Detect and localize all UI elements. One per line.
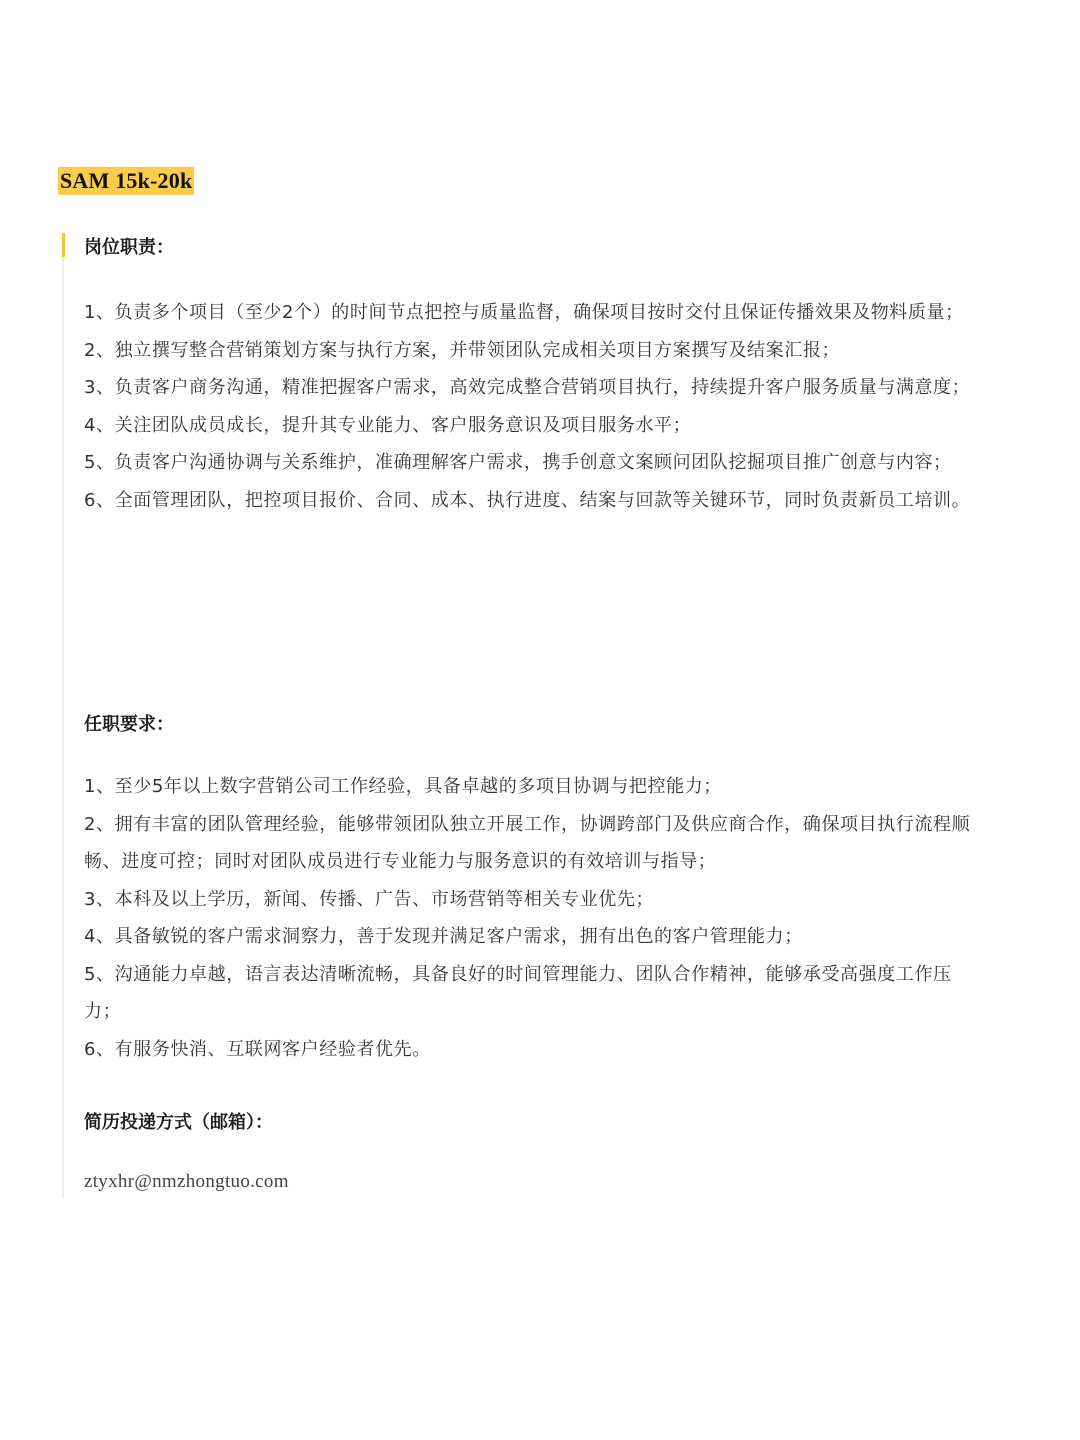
list-item: 5、负责客户沟通协调与关系维护，准确理解客户需求，携手创意文案顾问团队挖掘项目推广创意与内容； xyxy=(84,452,952,473)
list-item: 1、至少5年以上数字营销公司工作经验，具备卓越的多项目协调与把控能力； xyxy=(84,776,722,797)
list-item: 1、负责多个项目（至少2个）的时间节点把控与质量监督，确保项目按时交付且保证传播效果及物料质量； xyxy=(84,302,964,323)
requirements-list xyxy=(84,768,974,1068)
section-accent-bar xyxy=(62,233,65,257)
list-item: 6、有服务快消、互联网客户经验者优先。 xyxy=(84,1038,431,1060)
list-item: 3、负责客户商务沟通，精准把握客户需求，高效完成整合营销项目执行，持续提升客户服务质量与满意度； xyxy=(84,377,971,398)
contact-heading: 简历投递方式（邮箱）： xyxy=(84,1112,273,1133)
responsibilities-list xyxy=(84,294,974,519)
list-item: 4、关注团队成员成长，提升其专业能力、客户服务意识及项目服务水平； xyxy=(84,414,692,436)
list-item: 6、全面管理团队，把控项目报价、合同、成本、执行进度、结案与回款等关键环节，同时负责新员工培训。 xyxy=(84,489,971,511)
list-item: 3、本科及以上学历，新闻、传播、广告、市场营销等相关专业优先； xyxy=(84,888,655,910)
job-description xyxy=(62,233,994,1198)
contact-email[interactable]: ztyxhr@nmzhongtuo.com xyxy=(84,1171,289,1192)
responsibilities-heading: 岗位职责： xyxy=(84,237,174,258)
requirements-heading: 任职要求： xyxy=(84,714,174,735)
job-title: SAM 15k-20k xyxy=(60,168,193,193)
list-item: 2、拥有丰富的团队管理经验，能够带领团队独立开展工作，协调跨部门及供应商合作，确保项目执行流程顺畅、进度可控；同时对团队成员进行专业能力与服务意识的有效培训与指导； xyxy=(84,813,971,872)
list-item: 2、独立撰写整合营销策划方案与执行方案，并带领团队完成相关项目方案撰写及结案汇报； xyxy=(84,339,841,361)
list-item: 5、沟通能力卓越，语言表达清晰流畅，具备良好的时间管理能力、团队合作精神，能够承受高强度工作压力； xyxy=(84,963,952,1022)
list-item: 4、具备敏锐的客户需求洞察力，善于发现并满足客户需求，拥有出色的客户管理能力； xyxy=(84,926,803,947)
